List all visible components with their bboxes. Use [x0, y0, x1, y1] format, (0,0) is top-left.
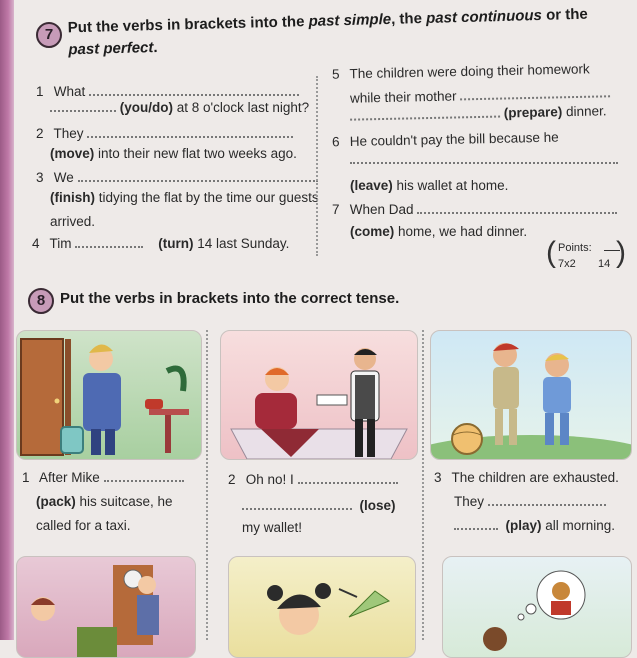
ex7-item-6-line3: (leave) his wallet at home. — [350, 178, 509, 193]
ex7-item-1-line1: 1 What — [36, 84, 299, 99]
illustration-panel-5 — [228, 556, 416, 658]
ex7-item-2-line1: 2 They — [36, 126, 293, 141]
ex8-item-1-line3: called for a taxi. — [36, 518, 131, 533]
boy-dreaming-illustration — [443, 557, 631, 657]
answer-blank[interactable] — [242, 498, 352, 510]
exhausted-children-illustration — [431, 331, 631, 459]
answer-blank[interactable] — [50, 100, 116, 112]
exercise-7-title: Put the verbs in brackets into the past simple, the past continuous or the past perfect. — [67, 5, 588, 59]
ex7-item-7-line2: (come) home, we had dinner. — [350, 224, 528, 239]
ex8-item-2-line1: 2 Oh no! I — [228, 472, 398, 487]
man-on-phone-illustration — [17, 331, 201, 459]
girl-with-lamp-illustration — [229, 557, 415, 657]
answer-blank[interactable] — [298, 472, 398, 484]
answer-blank[interactable] — [417, 202, 617, 214]
panel-divider-2 — [422, 330, 424, 640]
ex7-item-4: 4 Tim (turn) 14 last Sunday. — [32, 236, 290, 251]
points-scored: 7x2 — [558, 258, 576, 270]
ex8-item-3-line2: They — [454, 494, 606, 509]
points-label: Points: — [558, 242, 592, 254]
answer-blank[interactable] — [460, 85, 610, 100]
ex7-item-7-line1: 7 When Dad — [332, 202, 617, 217]
family-room-illustration — [17, 557, 195, 657]
restaurant-bill-illustration — [221, 331, 417, 459]
panel-divider-1 — [206, 330, 208, 640]
book-spine — [0, 0, 14, 640]
answer-blank[interactable] — [350, 152, 618, 164]
workbook-page — [14, 0, 637, 640]
answer-blank[interactable] — [75, 236, 143, 248]
ex7-item-3-line3: arrived. — [50, 214, 96, 229]
ex7-item-1-line2: (you/do) at 8 o'clock last night? — [50, 100, 309, 115]
ex7-item-5-line2: while their mother — [350, 85, 611, 105]
answer-blank[interactable] — [89, 84, 299, 96]
ex7-item-3-line2: (finish) tidying the flat by the time our guests — [50, 190, 319, 205]
answer-blank[interactable] — [87, 126, 293, 138]
exercise-8-number: 8 — [28, 288, 54, 314]
paren-right: ) — [616, 236, 626, 269]
answer-blank[interactable] — [104, 470, 184, 482]
illustration-panel-3 — [430, 330, 632, 460]
points-box — [546, 236, 626, 272]
points-total: 14 — [598, 258, 611, 270]
ex8-item-3-line1: 3 The children are exhausted. — [434, 470, 619, 485]
exercise-8-title: Put the verbs in brackets into the correct tense. — [60, 290, 400, 307]
ex7-item-5-line1: 5 The children were doing their homework — [331, 61, 590, 82]
answer-blank[interactable] — [454, 518, 498, 530]
illustration-panel-1 — [16, 330, 202, 460]
paren-left: ( — [546, 236, 556, 269]
ex7-item-5-line3: (prepare) dinner. — [350, 103, 607, 123]
ex8-item-3-line3: (play) all morning. — [454, 518, 615, 533]
ex7-item-3-line1: 3 We — [36, 170, 318, 185]
illustration-panel-2 — [220, 330, 418, 460]
answer-blank[interactable] — [78, 170, 318, 182]
exercise-7-number: 7 — [36, 22, 62, 48]
illustration-panel-4 — [16, 556, 196, 658]
ex8-item-1-line1: 1 After Mike — [22, 470, 184, 485]
illustration-panel-6 — [442, 556, 632, 658]
ex8-item-1-line2: (pack) his suitcase, he — [36, 494, 173, 509]
answer-blank[interactable] — [488, 494, 606, 506]
ex7-item-2-line2: (move) into their new flat two weeks ago. — [50, 146, 297, 161]
ex8-item-2-line3: my wallet! — [242, 520, 303, 535]
ex8-item-2-line2: (lose) — [242, 498, 396, 513]
ex7-item-6-line2 — [350, 152, 618, 167]
ex7-item-6-line1: 6 He couldn't pay the bill because he — [331, 129, 559, 150]
column-divider — [316, 76, 318, 256]
answer-blank[interactable] — [350, 106, 500, 121]
